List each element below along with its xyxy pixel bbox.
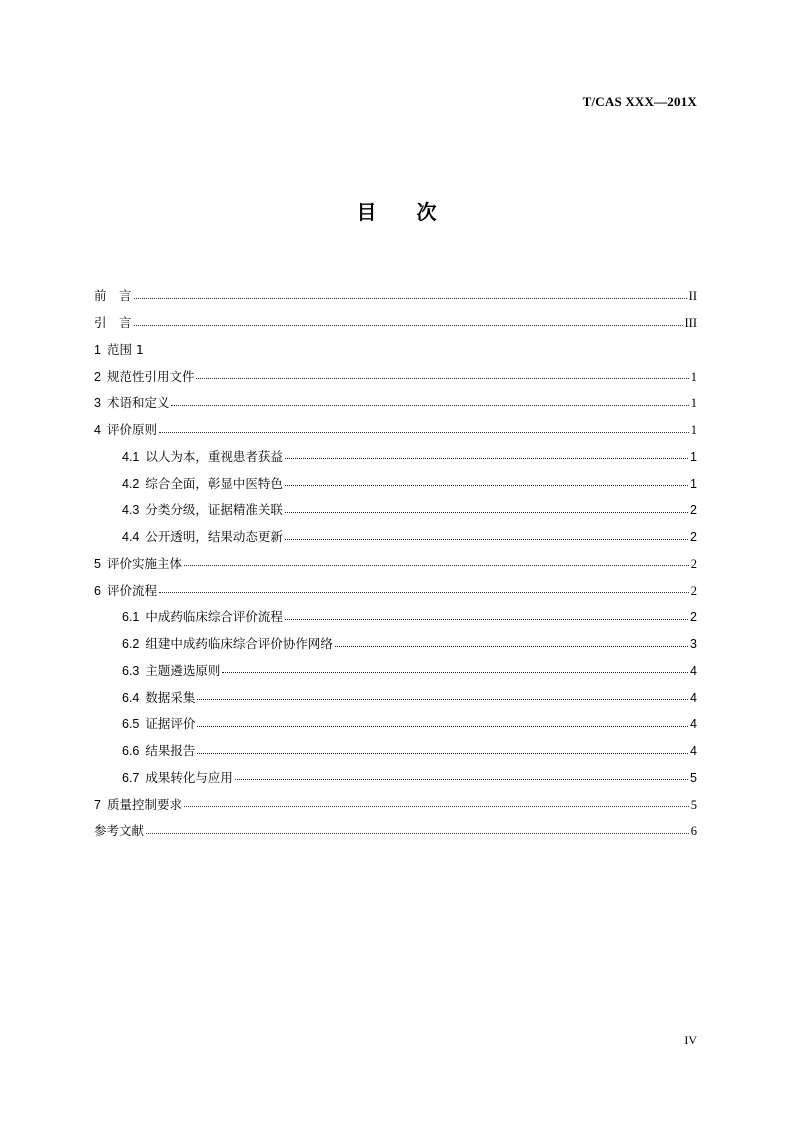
toc-entry-label [122, 662, 221, 683]
toc-entry-number: 6.3 [122, 663, 140, 678]
toc-leader-dots [285, 484, 688, 486]
toc-entry-text: 评价实施主体 [106, 555, 182, 571]
toc-entry-label [122, 504, 283, 522]
toc-entry-label [94, 555, 182, 576]
toc-entry-page: 4 [690, 690, 697, 705]
toc-entry[interactable] [94, 549, 697, 576]
toc-entry-page: 2 [690, 583, 697, 598]
toc-entry[interactable] [94, 281, 697, 308]
toc-entry-page: 1 [690, 449, 697, 464]
toc-entry-text: 中成药临床综合评价流程 [145, 609, 283, 625]
toc-entry-label [94, 582, 157, 603]
toc-entry[interactable] [94, 468, 697, 495]
toc-entry-text: 公开透明，结果动态更新 [145, 529, 283, 544]
toc-entry-text: 前 言 [94, 288, 132, 304]
toc-leader-dots [159, 591, 689, 593]
toc-entry-number: 6.1 [122, 610, 140, 625]
toc-entry-number: 6.2 [122, 637, 140, 651]
toc-entry[interactable] [94, 495, 697, 522]
toc-leader-dots [184, 564, 689, 566]
toc-leader-dots [335, 645, 688, 647]
toc-entry-label [94, 368, 195, 389]
toc-entry[interactable] [94, 709, 697, 736]
toc-entry-page: 3 [690, 637, 697, 651]
toc-entry[interactable] [94, 816, 697, 843]
toc-entry-number: 4.1 [122, 449, 140, 464]
toc-entry-page: 6 [690, 824, 697, 839]
toc-entry-label [122, 769, 233, 790]
toc-entry-page: II [688, 289, 697, 304]
toc-entry-number: 4.2 [122, 476, 140, 491]
toc-entry-page: 4 [690, 717, 697, 732]
toc-entry-page: 4 [690, 663, 697, 678]
toc-entry-label [122, 475, 283, 496]
toc-entry-label [94, 424, 157, 442]
toc-entry-page: 1 [690, 396, 697, 411]
table-of-contents [94, 281, 697, 843]
toc-entry-number: 5 [94, 556, 101, 571]
toc-entry-label [122, 611, 283, 629]
toc-entry-text: 规范性引用文件 [106, 368, 195, 384]
toc-entry[interactable] [94, 602, 697, 629]
toc-leader-dots [196, 377, 688, 379]
toc-leader-dots [146, 832, 689, 834]
page-number: IV [684, 1033, 697, 1047]
toc-entry-label [122, 638, 333, 656]
toc-entry-text: 范围 1 [106, 341, 144, 357]
toc-entry-label [94, 825, 144, 843]
toc-entry-number: 7 [94, 797, 101, 812]
toc-entry-page: 2 [690, 556, 697, 571]
toc-entry-text: 组建中成药临床综合评价协作网络 [145, 636, 333, 651]
toc-entry-number: 6.5 [122, 717, 140, 732]
toc-entry-label [122, 745, 195, 763]
toc-entry[interactable] [94, 763, 697, 790]
title-char-2: 次 [416, 200, 437, 224]
toc-entry-label [122, 718, 195, 736]
toc-entry-text: 术语和定义 [106, 395, 170, 411]
toc-leader-dots [197, 752, 688, 754]
toc-entry-label [122, 531, 283, 549]
toc-entry-number: 1 [94, 342, 101, 357]
toc-leader-dots [197, 698, 688, 700]
toc-entry-page: III [684, 316, 697, 330]
toc-entry-page: 5 [690, 770, 697, 785]
toc-entry-text: 主题遴选原则 [145, 662, 221, 678]
toc-entry-label [122, 689, 196, 710]
toc-leader-dots [171, 404, 688, 406]
toc-entry[interactable] [94, 308, 697, 335]
toc-entry-number: 6 [94, 583, 101, 598]
toc-entry-number: 4.4 [122, 530, 140, 544]
toc-entry-page: 5 [690, 797, 697, 812]
toc-entry-text: 引 言 [94, 315, 132, 330]
toc-entry[interactable] [94, 629, 697, 656]
toc-entry[interactable] [94, 361, 697, 388]
toc-leader-dots [222, 671, 688, 673]
toc-entry-text: 评价流程 [106, 582, 157, 598]
toc-leader-dots [184, 805, 689, 807]
toc-entry[interactable] [94, 736, 697, 763]
toc-entry-number: 6.7 [122, 770, 140, 785]
toc-entry-label [94, 397, 169, 415]
toc-entry-page: 1 [690, 423, 697, 437]
toc-leader-dots [197, 725, 688, 727]
title-char-1: 目 [356, 200, 377, 224]
toc-entry[interactable] [94, 522, 697, 549]
toc-entry-text: 评价原则 [106, 422, 157, 437]
toc-entry-number: 2 [94, 369, 101, 384]
toc-entry-page: 2 [690, 530, 697, 544]
toc-leader-dots [285, 457, 688, 459]
toc-entry-label [94, 317, 132, 335]
standard-code: T/CAS XXX—201X [582, 94, 697, 109]
toc-entry[interactable] [94, 415, 697, 442]
toc-leader-dots [285, 511, 688, 513]
toc-entry-label [94, 796, 182, 817]
toc-entry-text: 分类分级，证据精准关联 [145, 502, 283, 518]
page-title [0, 196, 793, 225]
toc-entry[interactable] [94, 388, 697, 415]
toc-entry-label [94, 341, 144, 362]
toc-entry-text: 以人为本，重视患者获益 [145, 448, 283, 464]
toc-entry-number: 3 [94, 396, 101, 411]
toc-entry-page: 2 [690, 610, 697, 625]
toc-entry-text: 质量控制要求 [106, 796, 182, 812]
toc-entry-number: 6.6 [122, 744, 140, 758]
toc-entry-page: 1 [690, 369, 697, 384]
toc-entry-label [122, 448, 283, 469]
toc-entry-page: 1 [690, 476, 697, 491]
toc-entry[interactable] [94, 789, 697, 816]
toc-entry[interactable] [94, 442, 697, 469]
toc-entry[interactable] [94, 656, 697, 683]
toc-leader-dots [285, 618, 688, 620]
toc-entry[interactable] [94, 335, 697, 362]
toc-entry-text: 综合全面，彰显中医特色 [145, 475, 283, 491]
toc-entry-text: 结果报告 [145, 743, 196, 758]
toc-entry-number: 4.3 [122, 503, 140, 518]
toc-entry[interactable] [94, 575, 697, 602]
toc-leader-dots [159, 431, 689, 433]
toc-entry-label [94, 290, 132, 308]
toc-entry[interactable] [94, 682, 697, 709]
toc-entry-text: 参考文献 [94, 823, 145, 839]
toc-leader-dots [285, 538, 688, 540]
toc-entry-text: 证据评价 [145, 716, 196, 732]
toc-leader-dots [134, 324, 683, 326]
toc-entry-page: 2 [690, 503, 697, 518]
toc-entry-text: 成果转化与应用 [145, 769, 233, 785]
toc-leader-dots [235, 778, 688, 780]
toc-leader-dots [134, 297, 687, 299]
toc-entry-text: 数据采集 [145, 689, 196, 705]
toc-entry-number: 6.4 [122, 690, 140, 705]
toc-entry-page: 4 [690, 744, 697, 758]
toc-entry-number: 4 [94, 423, 101, 437]
